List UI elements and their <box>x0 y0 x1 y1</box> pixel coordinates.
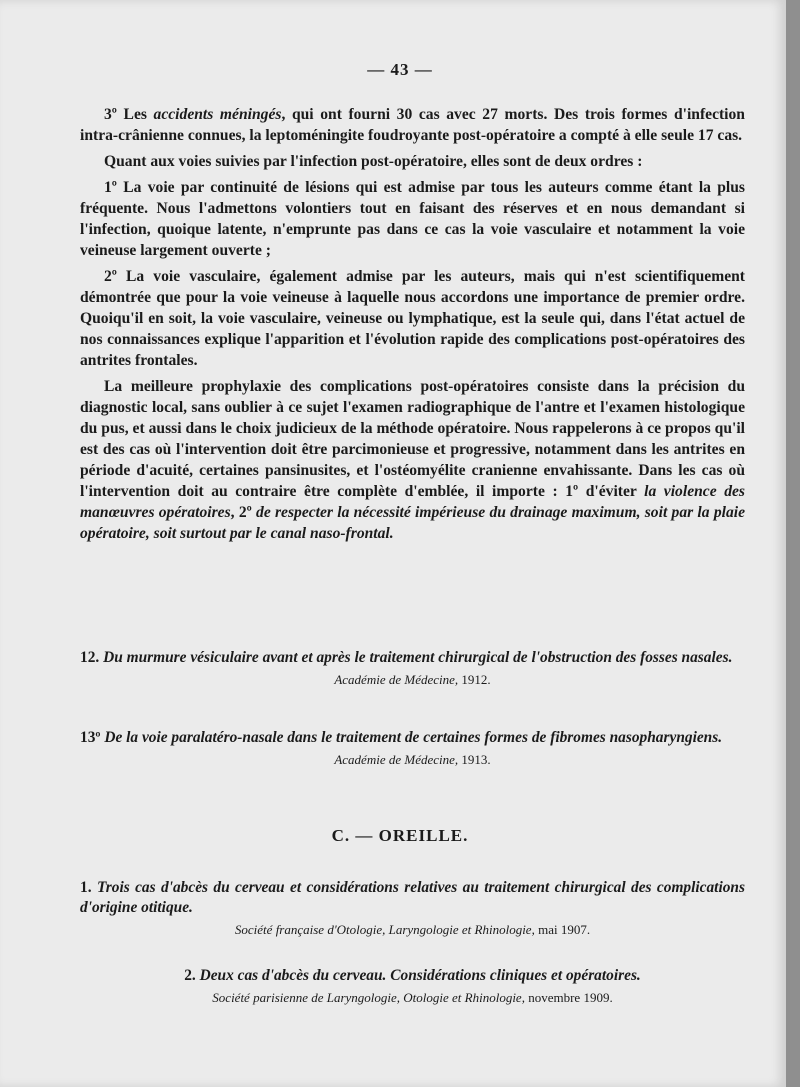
entry-source-year: 1912. <box>461 672 491 687</box>
entry-source-name: Académie de Médecine, <box>334 672 459 687</box>
paragraph-voie-vasculaire <box>80 266 745 371</box>
page-number: — 43 — <box>367 60 433 79</box>
entry-12 <box>80 648 745 690</box>
entry-title: Deux cas d'abcès du cerveau. Considérations cliniques et opératoires. <box>199 967 641 984</box>
entry-number: 2. <box>184 967 196 984</box>
text-run-italic: de respecter la nécessité impérieuse du drainage maximum, soit par la plaie opératoire, soit surtout par le canal naso-frontal. <box>80 504 745 542</box>
text-run-italic: accidents méningés <box>153 106 282 123</box>
body-text <box>80 104 745 549</box>
entry-source <box>80 988 745 1008</box>
text-run: , 2º <box>230 504 257 521</box>
entry-source-year: 1913. <box>461 752 491 767</box>
text-run: , qui ont fourni 30 cas avec 27 morts. Des trois formes d'infection intra-crânienne connues, la leptoméningite foudroyante post-opératoire a compté à elle seule 17 cas. <box>80 106 745 144</box>
oreille-entry-1 <box>80 878 745 940</box>
entry-source <box>80 920 745 940</box>
section-heading-oreille: C. — OREILLE. <box>331 826 469 845</box>
entry-title-line <box>80 648 745 668</box>
entry-source-name: Académie de Médecine, <box>334 752 459 767</box>
text-run: La meilleure prophylaxie des complications post-opératoires consiste dans la précision du diagnostic local, sans oublier à ce sujet l'examen radiographique de l'antre et l'examen histologique du pus, et aussi dans le choix judicieux de la méthode opératoire. Nous rappelerons à ce propos qu'il est des cas où l'intervention doit être parcimonieuse et progressive, notamment dans les antrites en période d'acuité, certaines pansinusites, et l'ostéomyélite cranienne envahissante. Dans les cas où l'intervention doit au contraire être complète d'emblée, il importe : 1º d'éviter <box>80 378 745 500</box>
entry-number: 13º <box>80 729 101 746</box>
text-run: 2º La voie vasculaire, également admise par les auteurs, mais qui n'est scientifiquement démontrée que pour la voie veineuse à laquelle nous accordons une importance de premier ordre. Quoiqu'il en soit, la voie vasculaire, veineuse ou lymphatique, est la seule qui, dans l'état actuel de nos connaissances explique l'apparition et l'évolution rapide des complications post-opératoires des antrites frontales. <box>80 268 745 369</box>
entry-source-year: mai 1907. <box>538 922 591 937</box>
text-run: 1º La voie par continuité de lésions qui est admise par tous les auteurs comme étant la plus fréquente. Nous l'admettons volontiers tout en faisant des réserves et en nous demandant si l'infection, quoique latente, n'emprunte pas dans ce cas la voie vasculaire et notamment la voie veineuse largement ouverte ; <box>80 179 745 259</box>
entry-title-line <box>80 728 745 748</box>
entry-source <box>80 750 745 770</box>
entry-source <box>80 670 745 690</box>
paragraph-voie-continuite <box>80 177 745 261</box>
oreille-entry-2 <box>80 966 745 1008</box>
entry-number: 12. <box>80 649 100 666</box>
text-run: Quant aux voies suivies par l'infection post-opératoire, elles sont de deux ordres : <box>104 153 643 170</box>
entry-title: Trois cas d'abcès du cerveau et considérations relatives au traitement chirurgical des complications d'origine otitique. <box>80 879 745 916</box>
entry-source-year: novembre 1909. <box>528 990 613 1005</box>
entry-title: De la voie paralatéro-nasale dans le traitement de certaines formes de fibromes nasopharyngiens. <box>104 729 723 746</box>
entry-title: Du murmure vésiculaire avant et après le traitement chirurgical de l'obstruction des fosses nasales. <box>103 649 733 666</box>
paragraph-voies-infection <box>80 151 745 172</box>
paragraph-prophylaxie <box>80 376 745 544</box>
paragraph-accidents-meninges <box>80 104 745 146</box>
entry-title-line <box>80 878 745 918</box>
entry-source-name: Société parisienne de Laryngologie, Otologie et Rhinologie, <box>212 990 525 1005</box>
entry-title-line <box>80 966 745 986</box>
text-run-italic: la violence des manœuvres opératoires <box>80 483 745 521</box>
entry-number: 1. <box>80 879 92 896</box>
text-run: 3º Les <box>104 106 154 123</box>
entry-13 <box>80 728 745 770</box>
entry-source-name: Société française d'Otologie, Laryngologie et Rhinologie, <box>234 922 535 937</box>
